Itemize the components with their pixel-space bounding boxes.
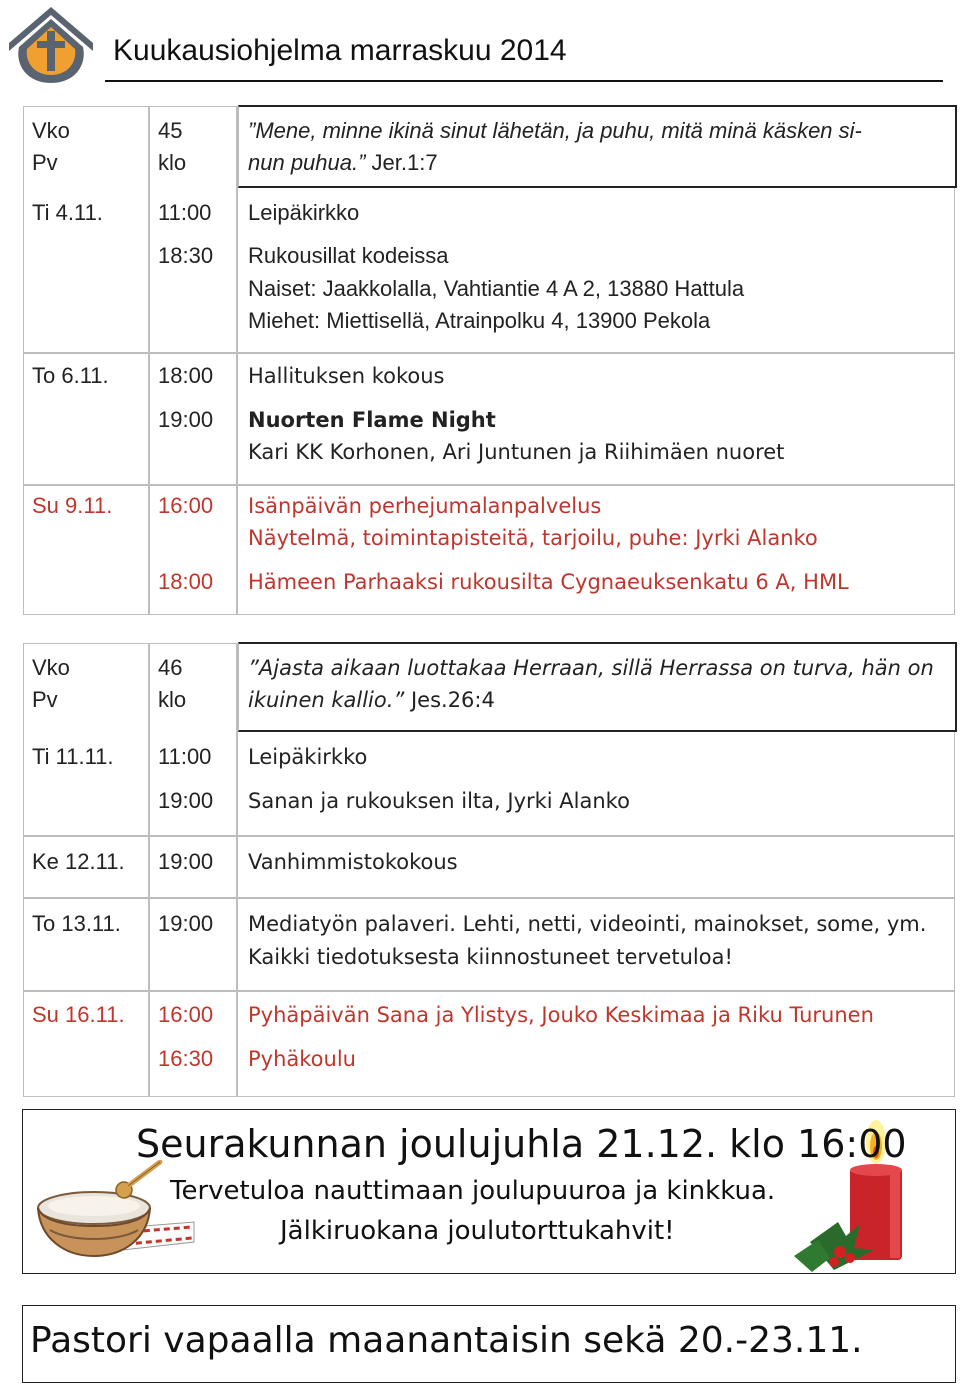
row-time: 16:00 — [158, 493, 214, 518]
bible-quote-line2: nun puhua.” Jer.1:7 — [248, 150, 438, 175]
header-time-label: klo — [158, 150, 187, 175]
row-event: Leipäkirkko — [248, 745, 368, 769]
bible-quote: ”Mene, minne ikinä sinut lähetän, ja puhu, mitä minä käsken si- — [248, 118, 862, 143]
header-day-label: Pv — [32, 687, 58, 712]
christmas-title: Seurakunnan joulujuhla 21.12. klo 16:00 — [136, 1122, 907, 1166]
row-event-detail: Kaikki tiedotuksesta kiinnostuneet tervetuloa! — [248, 945, 733, 969]
row-day: Ti 11.11. — [32, 744, 114, 769]
row-event: Hallituksen kokous — [248, 364, 445, 388]
header-week-number: 45 — [158, 118, 183, 143]
row-time: 18:00 — [158, 569, 214, 594]
row-event: Sanan ja rukouksen ilta, Jyrki Alanko — [248, 789, 630, 813]
row-time: 19:00 — [158, 911, 214, 936]
row-event-detail: Kari KK Korhonen, Ari Juntunen ja Riihimäen nuoret — [248, 440, 785, 464]
christmas-invite-line: Tervetuloa nauttimaan joulupuuroa ja kinkkua. — [170, 1176, 776, 1206]
row-time: 11:00 — [158, 744, 212, 769]
header-time-label: klo — [158, 687, 187, 712]
week-46-table — [23, 643, 955, 1097]
row-day: Su 9.11. — [32, 493, 113, 518]
row-event-detail: Näytelmä, toimintapisteitä, tarjoilu, puhe: Jyrki Alanko — [248, 526, 818, 550]
row-event-title: Nuorten Flame Night — [248, 408, 496, 432]
title-divider — [105, 80, 943, 82]
header-week-number: 46 — [158, 655, 183, 680]
header-week-label: Vko — [32, 655, 70, 680]
row-day: Ke 12.11. — [32, 849, 125, 874]
row-event: Mediatyön palaveri. Lehti, netti, videointi, mainokset, some, ym. — [248, 912, 927, 936]
row-day: To 13.11. — [32, 911, 121, 936]
row-event-detail: Miehet: Miettisellä, Atrainpolku 4, 13900 Pekola — [248, 308, 711, 333]
page-title: Kuukausiohjelma marraskuu 2014 — [113, 34, 567, 67]
row-day: Su 16.11. — [32, 1002, 125, 1027]
week-45-table — [23, 106, 955, 615]
row-time: 19:00 — [158, 407, 214, 432]
row-event: Hämeen Parhaaksi rukousilta Cygnaeuksenkatu 6 A, HML — [248, 570, 849, 594]
row-event: Leipäkirkko — [248, 200, 360, 225]
bible-reference: Jes.26:4 — [410, 688, 495, 712]
row-time: 16:30 — [158, 1046, 214, 1071]
christmas-dessert-line: Jälkiruokana joulutorttukahvit! — [280, 1216, 675, 1246]
bible-quote: ”Ajasta aikaan luottakaa Herraan, sillä Herrassa on turva, hän on — [248, 656, 934, 680]
header-day-label: Pv — [32, 150, 58, 175]
row-time: 11:00 — [158, 200, 212, 225]
row-time: 18:00 — [158, 363, 214, 388]
row-event: Pyhäkoulu — [248, 1047, 356, 1071]
row-event: Isänpäivän perhejumalanpalvelus — [248, 494, 602, 518]
row-event: Rukousillat kodeissa — [248, 243, 449, 268]
row-time: 19:00 — [158, 788, 214, 813]
church-cross-logo-icon — [5, 3, 97, 85]
row-day: Ti 4.11. — [32, 200, 103, 225]
header-week-label: Vko — [32, 118, 70, 143]
row-time: 18:30 — [158, 243, 214, 268]
pastor-notice: Pastori vapaalla maanantaisin sekä 20.-23.11. — [30, 1320, 863, 1361]
row-event: Vanhimmistokokous — [248, 850, 458, 874]
row-time: 16:00 — [158, 1002, 214, 1027]
row-time: 19:00 — [158, 849, 214, 874]
row-day: To 6.11. — [32, 363, 109, 388]
bible-reference: Jer.1:7 — [371, 150, 438, 175]
row-event-detail: Naiset: Jaakkolalla, Vahtiantie 4 A 2, 13880 Hattula — [248, 276, 745, 301]
row-event: Pyhäpäivän Sana ja Ylistys, Jouko Keskimaa ja Riku Turunen — [248, 1003, 874, 1027]
bible-quote-line2: ikuinen kallio.” Jes.26:4 — [248, 688, 495, 712]
